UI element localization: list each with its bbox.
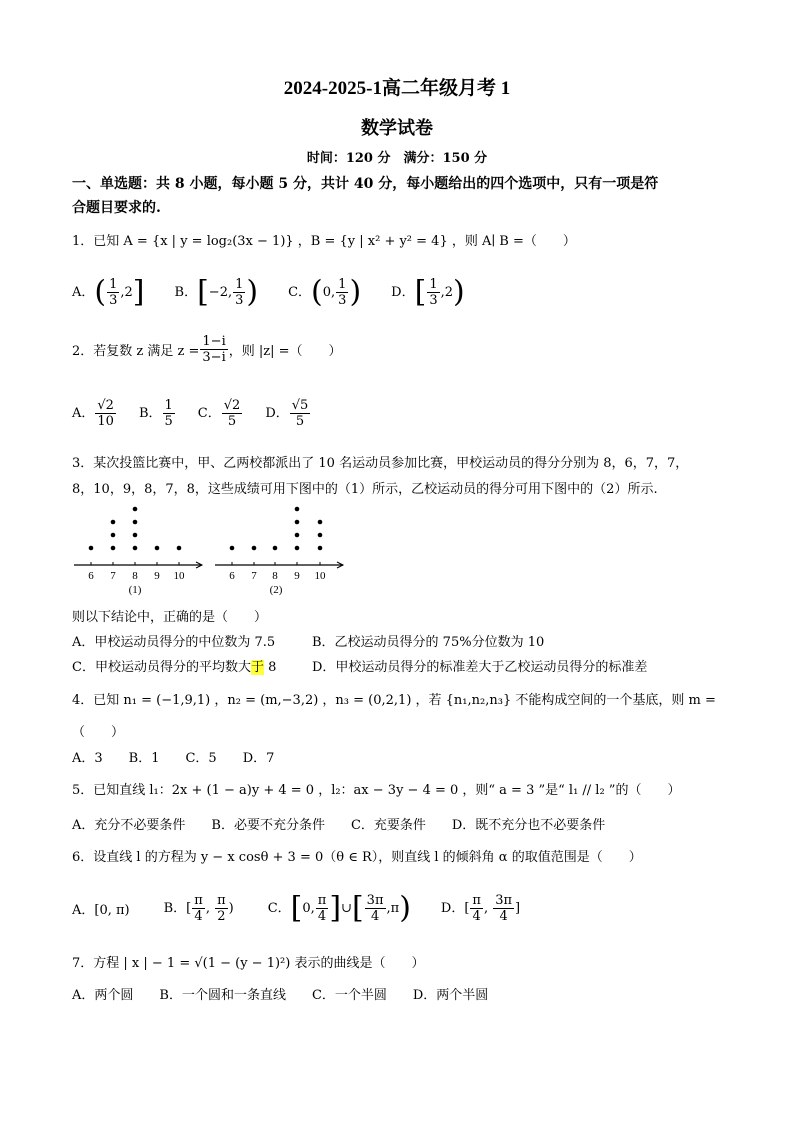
q2-options: [72, 398, 311, 429]
section-heading-line2: 合题目要求的.: [72, 200, 161, 216]
data-point: [111, 520, 116, 525]
q1-option-a: A．( $\frac{1}{3}$ ,2]: [72, 274, 145, 309]
data-point: [111, 533, 116, 538]
q2-stem-pre: 2．若复数 z 满足 z =: [72, 344, 200, 359]
q3-option-d: D．甲校运动员得分的标准差大于乙校运动员得分的标准差: [312, 660, 648, 675]
data-point: [318, 520, 323, 525]
q1-option-d-label: D．: [391, 284, 415, 300]
q4-options: A．3 B．1 C．5 D．7: [72, 751, 275, 766]
q6-stem: 6．设直线 l 的方程为 y − x cosθ + 3 = 0（θ ∈ R），则直线 l 的倾斜角 α 的取值范围是（ ）: [72, 850, 642, 865]
q6-option-b: B．[ $\frac{\pi}{4}$ , $\frac{\pi}{2}$ ): [163, 892, 234, 924]
q2-option-a: A． $\frac{√2}{10}$: [72, 398, 114, 429]
q6-options: [72, 886, 520, 930]
q1-option-d: D．[ $\frac{1}{3}$ ,2): [391, 274, 465, 309]
data-point: [133, 533, 138, 538]
q1-option-b: B．[−2, $\frac{1}{3}$ ): [174, 274, 259, 309]
q3-line1: 3．某次投篮比赛中，甲、乙两校都派出了 10 名运动员参加比赛，甲校运动员的得分分别为 8，6，7，7，: [72, 456, 689, 471]
data-point: [295, 520, 300, 525]
tick-label: 9: [154, 570, 160, 582]
highlight-mark: 于: [250, 660, 264, 675]
data-point: [133, 520, 138, 525]
q5-options: A．充分不必要条件 B．必要不充分条件 C．充要条件 D．既不充分也不必要条件: [72, 818, 606, 833]
tick-label: 8: [272, 570, 278, 582]
page-subtitle: 数学试卷: [361, 118, 433, 138]
q3-dot-plots: [70, 495, 360, 600]
dot-plot-1: [74, 507, 202, 596]
q2-option-b: B． $\frac{1}{5}$: [138, 398, 173, 429]
data-point: [295, 546, 300, 551]
q1-stem: 1．已知 A = {x | y = log₂(3x − 1)} ，B = {y | x² + y² = 4} ，则 A∣ B =（ ）: [72, 234, 576, 249]
q3-option-a: A．甲校运动员得分的中位数为 7.5: [72, 635, 276, 650]
q3-line2: 8，10，9，8，7，8，这些成绩可用下图中的（1）所示，乙校运动员的得分可用下图中的（2）所示.: [72, 482, 658, 497]
tick-label: 7: [251, 570, 257, 582]
q6-option-d: D．[ $\frac{\pi}{4}$ , $\frac{3\pi}{4}$ ]: [440, 892, 521, 924]
data-point: [295, 533, 300, 538]
q1-option-c: C．(0, $\frac{1}{3}$ ): [288, 274, 362, 309]
exam-info: 时间：120 分 满分：150 分: [306, 151, 488, 166]
data-point: [111, 546, 116, 551]
tick-label: 8: [132, 570, 138, 582]
chart-caption: (1): [128, 584, 142, 596]
data-point: [273, 546, 278, 551]
tick-label: 7: [110, 570, 116, 582]
q3-option-b: B．乙校运动员得分的 75%分位数为 10: [312, 635, 545, 650]
data-point: [89, 546, 94, 551]
data-point: [133, 546, 138, 551]
q4-blank: （ ）: [72, 725, 125, 740]
data-point: [252, 546, 257, 551]
tick-label: 10: [173, 570, 185, 582]
q4-stem: 4．已知 n₁ = (−1,9,1) ，n₂ = (m,−3,2) ，n₃ = (0,2,1) ，若 {n₁,n₂,n₃} 不能构成空间的一个基底，则 m =: [72, 693, 716, 708]
data-point: [155, 546, 160, 551]
data-point: [318, 546, 323, 551]
page-title: 2024-2025-1高二年级月考 1: [283, 78, 511, 99]
data-point: [133, 507, 138, 512]
q2-option-c: C． $\frac{√2}{5}$: [197, 398, 241, 429]
q2-num: 1−i: [202, 334, 226, 349]
data-point: [230, 546, 235, 551]
section-heading-line1: 一、单选题：共 8 小题，每小题 5 分，共计 40 分，每小题给出的四个选项中，只有一项是符: [72, 176, 659, 192]
q3-option-c-value: 8: [263, 660, 277, 675]
q5-stem: 5．已知直线 l₁：2x + (1 − a)y + 4 = 0 ，l₂：ax − 3y − 4 = 0 ，则“ a = 3 ”是“ l₁ // l₂ ”的（ ）: [72, 783, 681, 798]
q1-options: [72, 272, 465, 312]
q6-option-a: A．[0, π): [72, 902, 130, 918]
q2-den: 3−i: [202, 350, 226, 365]
data-point: [318, 533, 323, 538]
q2-stem: [72, 334, 342, 365]
tick-label: 10: [314, 570, 326, 582]
tick-label: 6: [88, 570, 94, 582]
q3-option-c: [72, 656, 276, 675]
data-point: [295, 507, 300, 512]
tick-label: 9: [294, 570, 300, 582]
data-point: [177, 546, 182, 551]
q1-option-a-label: A．: [72, 284, 95, 300]
tick-label: 6: [229, 570, 235, 582]
q2-option-d: D． $\frac{√5}{5}$: [265, 398, 309, 429]
q3-question: 则以下结论中，正确的是（ ）: [72, 610, 268, 625]
q1-option-c-label: C．: [288, 284, 312, 300]
q3-option-c-text: C．甲校运动员得分的平均数大: [72, 660, 251, 675]
q7-stem: 7．方程 | x | − 1 = √(1 − (y − 1)²) 表示的曲线是（ ）: [72, 956, 425, 971]
q1-option-b-label: B．: [174, 284, 198, 300]
q6-option-c: C．[0, $\frac{\pi}{4}$ ]∪[ $\frac{3\pi}{4}$ ,π): [267, 890, 411, 925]
dot-plot-2: [215, 507, 343, 596]
q2-stem-post: ，则 |z| =（ ）: [228, 344, 342, 359]
q7-options: A．两个圆 B．一个圆和一条直线 C．一个半圆 D．两个半圆: [72, 988, 489, 1003]
chart-caption: (2): [269, 584, 283, 596]
